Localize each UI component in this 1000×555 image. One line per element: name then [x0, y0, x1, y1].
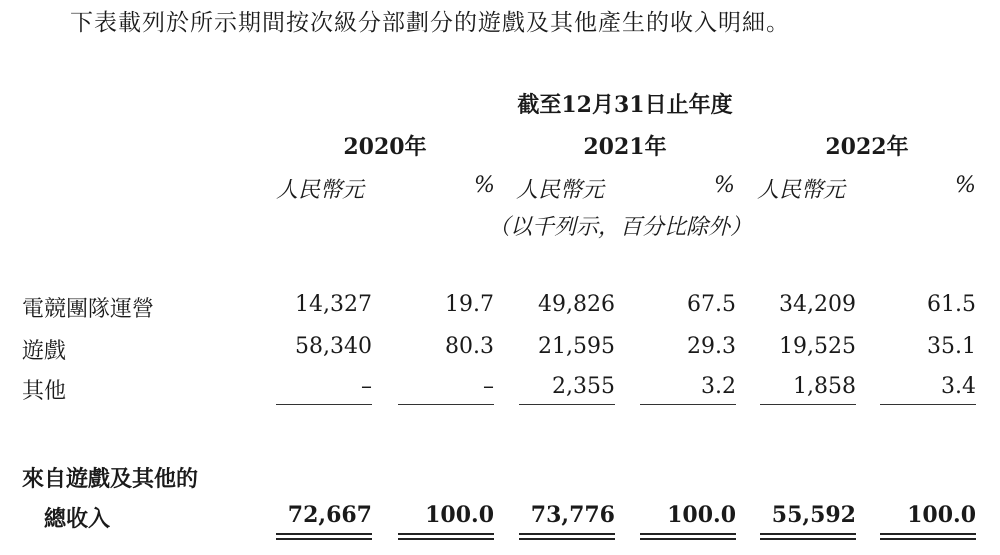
total-double-rule: [519, 533, 615, 540]
cell-r2-c5: 3.4: [941, 374, 976, 399]
row-label-games: 遊戲: [22, 339, 67, 364]
total-cell-c5: 100.0: [907, 502, 976, 528]
cell-r1-c2: 21,595: [538, 334, 615, 359]
pct-label-2020: %: [474, 173, 495, 198]
total-label-line1: 來自遊戲及其他的: [22, 466, 199, 492]
subtotal-rule: [880, 404, 976, 405]
cell-r1-c3: 29.3: [687, 334, 736, 359]
total-double-rule: [640, 533, 736, 540]
cell-r2-c1: –: [483, 374, 494, 399]
unit-label-2020: 人民幣元: [276, 178, 365, 203]
subtotal-rule: [276, 404, 372, 405]
cell-r0-c3: 67.5: [687, 292, 736, 317]
unit-note: （以千列示，百分比除外）: [488, 215, 753, 240]
total-cell-c2: 73,776: [530, 502, 615, 528]
subtotal-rule: [640, 404, 736, 405]
cell-r0-c0: 14,327: [295, 292, 372, 317]
total-cell-c4: 55,592: [771, 502, 856, 528]
total-double-rule: [760, 533, 856, 540]
cell-r2-c4: 1,858: [793, 374, 856, 399]
row-label-others: 其他: [22, 379, 67, 404]
intro-text: 下表載列於所示期間按次級分部劃分的遊戲及其他產生的收入明細。: [70, 10, 790, 36]
row-label-esports-ops: 電競團隊運營: [22, 297, 155, 322]
cell-r0-c4: 34,209: [779, 292, 856, 317]
total-double-rule: [398, 533, 494, 540]
unit-label-2022: 人民幣元: [757, 178, 846, 203]
year-header-2020: 2020年: [343, 134, 427, 160]
subtotal-rule: [398, 404, 494, 405]
cell-r0-c5: 61.5: [927, 292, 976, 317]
year-header-2022: 2022年: [825, 134, 909, 160]
subtotal-rule: [760, 404, 856, 405]
total-double-rule: [276, 533, 372, 540]
total-cell-c0: 72,667: [287, 502, 372, 528]
cell-r0-c2: 49,826: [538, 292, 615, 317]
cell-r2-c2: 2,355: [552, 374, 615, 399]
total-cell-c1: 100.0: [425, 502, 494, 528]
unit-label-2021: 人民幣元: [516, 178, 605, 203]
cell-r2-c3: 3.2: [701, 374, 736, 399]
cell-r2-c0: –: [361, 374, 372, 399]
total-cell-c3: 100.0: [667, 502, 736, 528]
total-label-line2: 總收入: [44, 506, 111, 532]
period-header: 截至12月31日止年度: [517, 92, 733, 118]
cell-r0-c1: 19.7: [445, 292, 494, 317]
cell-r1-c5: 35.1: [927, 334, 976, 359]
total-double-rule: [880, 533, 976, 540]
cell-r1-c1: 80.3: [445, 334, 494, 359]
subtotal-rule: [519, 404, 615, 405]
pct-label-2021: %: [714, 173, 735, 198]
cell-r1-c4: 19,525: [779, 334, 856, 359]
year-header-2021: 2021年: [583, 134, 667, 160]
pct-label-2022: %: [955, 173, 976, 198]
cell-r1-c0: 58,340: [295, 334, 372, 359]
